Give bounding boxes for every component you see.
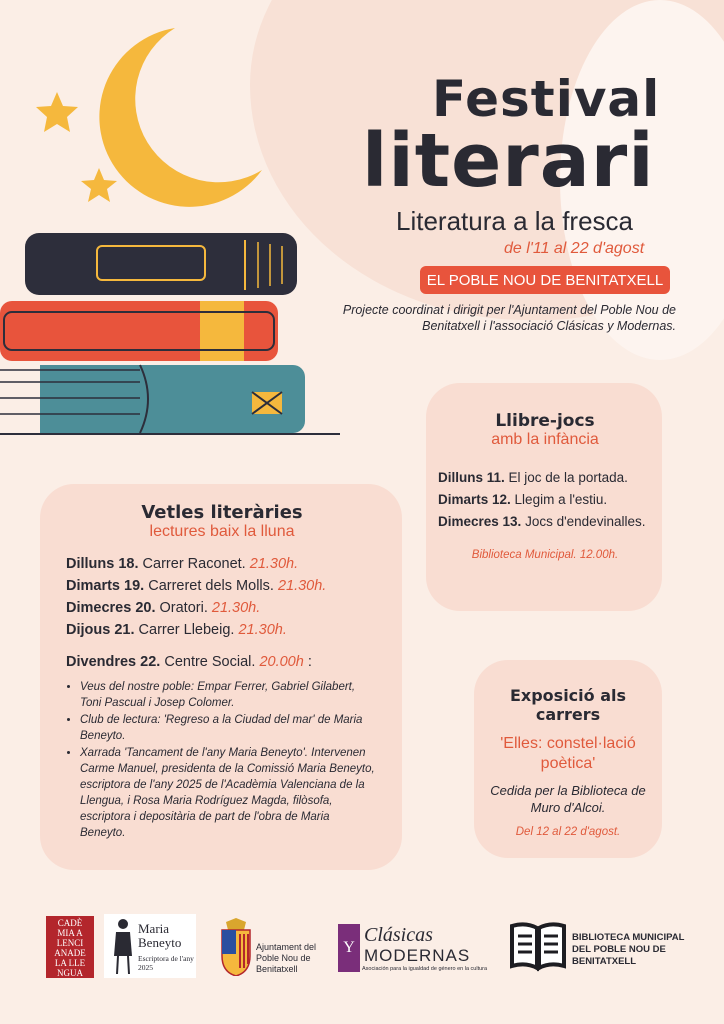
open-book-icon	[508, 920, 568, 972]
avl-logo: CADÈ MIA A LENCI ANADE LA LLE NGUA	[46, 916, 94, 978]
clasicas-title: Clásicas	[364, 924, 433, 946]
list-item: • Veus del nostre poble: Empar Ferrer, Gabriel Gilabert, Toni Pascual i Josep Colomer.	[80, 679, 378, 711]
coordination-note: Projecte coordinat i dirigit per l'Ajuntament del Poble Nou de Benitatxell i l'associació Clásicas y Modernas.	[342, 303, 676, 333]
moon-icon	[99, 28, 262, 207]
vetles-card	[40, 484, 402, 870]
vetles-final-items	[66, 679, 378, 841]
woman-figure-icon	[108, 916, 138, 976]
book-top	[25, 233, 297, 295]
moon-and-books-illustration	[0, 20, 350, 440]
star-icon	[81, 168, 117, 202]
llibre-jocs-note: Biblioteca Municipal. 12.00h.	[471, 549, 619, 561]
vetles-event: Dimarts 19. Carreret dels Molls. 21.30h.	[66, 578, 327, 594]
festival-dates: de l'11 al 22 d'agost	[504, 240, 645, 257]
exposicio-card	[474, 660, 662, 858]
vetles-final-event: Divendres 22. Centre Social. 20.00h :	[66, 654, 312, 670]
festival-subtitle: Literatura a la fresca	[396, 206, 634, 236]
clasicas-logo-mark: Y	[338, 924, 360, 972]
ajuntament-name: Ajuntament del Poble Nou de Benitatxell	[256, 942, 317, 974]
beneyto-subtitle: Escriptora de l'any 2025	[138, 954, 194, 972]
exposicio-subtitle: 'Elles: constel·lació poètica'	[500, 735, 636, 772]
exposicio-title: Exposició als carrers	[509, 686, 627, 724]
llibre-jocs-card	[426, 383, 662, 611]
festival-title-line1: Festival	[432, 70, 661, 128]
beneyto-logo	[104, 914, 196, 978]
vetles-event: Dijous 21. Carrer Llebeig. 21.30h.	[66, 622, 287, 638]
llibre-jocs-subtitle: amb la infància	[491, 431, 599, 448]
clasicas-subtitle: MODERNAS	[364, 946, 471, 965]
clasicas-tagline: Asociación para la igualdad de género en la cultura	[362, 966, 488, 972]
llibre-jocs-event: Dimarts 12. Llegim a l'estiu.	[438, 492, 608, 507]
llibre-jocs-event: Dilluns 11. El joc de la portada.	[438, 470, 628, 485]
list-item: • Xarrada 'Tancament de l'any Maria Beneyto'. Intervenen Carme Manuel, presidenta de la Comissió Maria Beneyto, escriptora de l'any 2025 de l'Acadèmia Valenciana de la Llengua, i Rosa Maria Rodríguez Magda, filòsofa, escriptora i depositària de part de l'obra de Maria Beneyto.	[80, 745, 378, 841]
ajuntament-shield-icon	[218, 918, 254, 976]
star-icon	[36, 92, 78, 132]
festival-title-line2: literari	[362, 118, 655, 204]
place-banner: EL POBLE NOU DE BENITATXELL	[420, 266, 670, 294]
exposicio-description: Cedida per la Biblioteca de Muro d'Alcoi.	[490, 783, 646, 815]
llibre-jocs-title: Llibre-jocs	[495, 411, 595, 431]
vetles-subtitle: lectures baix la lluna	[149, 523, 295, 540]
list-item: • Club de lectura: 'Regreso a la Ciudad del mar' de Maria Beneyto.	[80, 712, 378, 744]
vetles-title: Vetles literàries	[141, 502, 303, 523]
biblioteca-name: BIBLIOTECA MUNICIPAL DEL POBLE NOU DE BENITATXELL	[572, 932, 685, 967]
llibre-jocs-event: Dimecres 13. Jocs d'endevinalles.	[438, 514, 646, 529]
beneyto-name: Maria Beneyto	[138, 921, 182, 950]
vetles-event: Dimecres 20. Oratori. 21.30h.	[66, 600, 261, 616]
exposicio-note: Del 12 al 22 d'agost.	[515, 826, 621, 838]
vetles-event: Dilluns 18. Carrer Raconet. 21.30h.	[66, 556, 299, 572]
